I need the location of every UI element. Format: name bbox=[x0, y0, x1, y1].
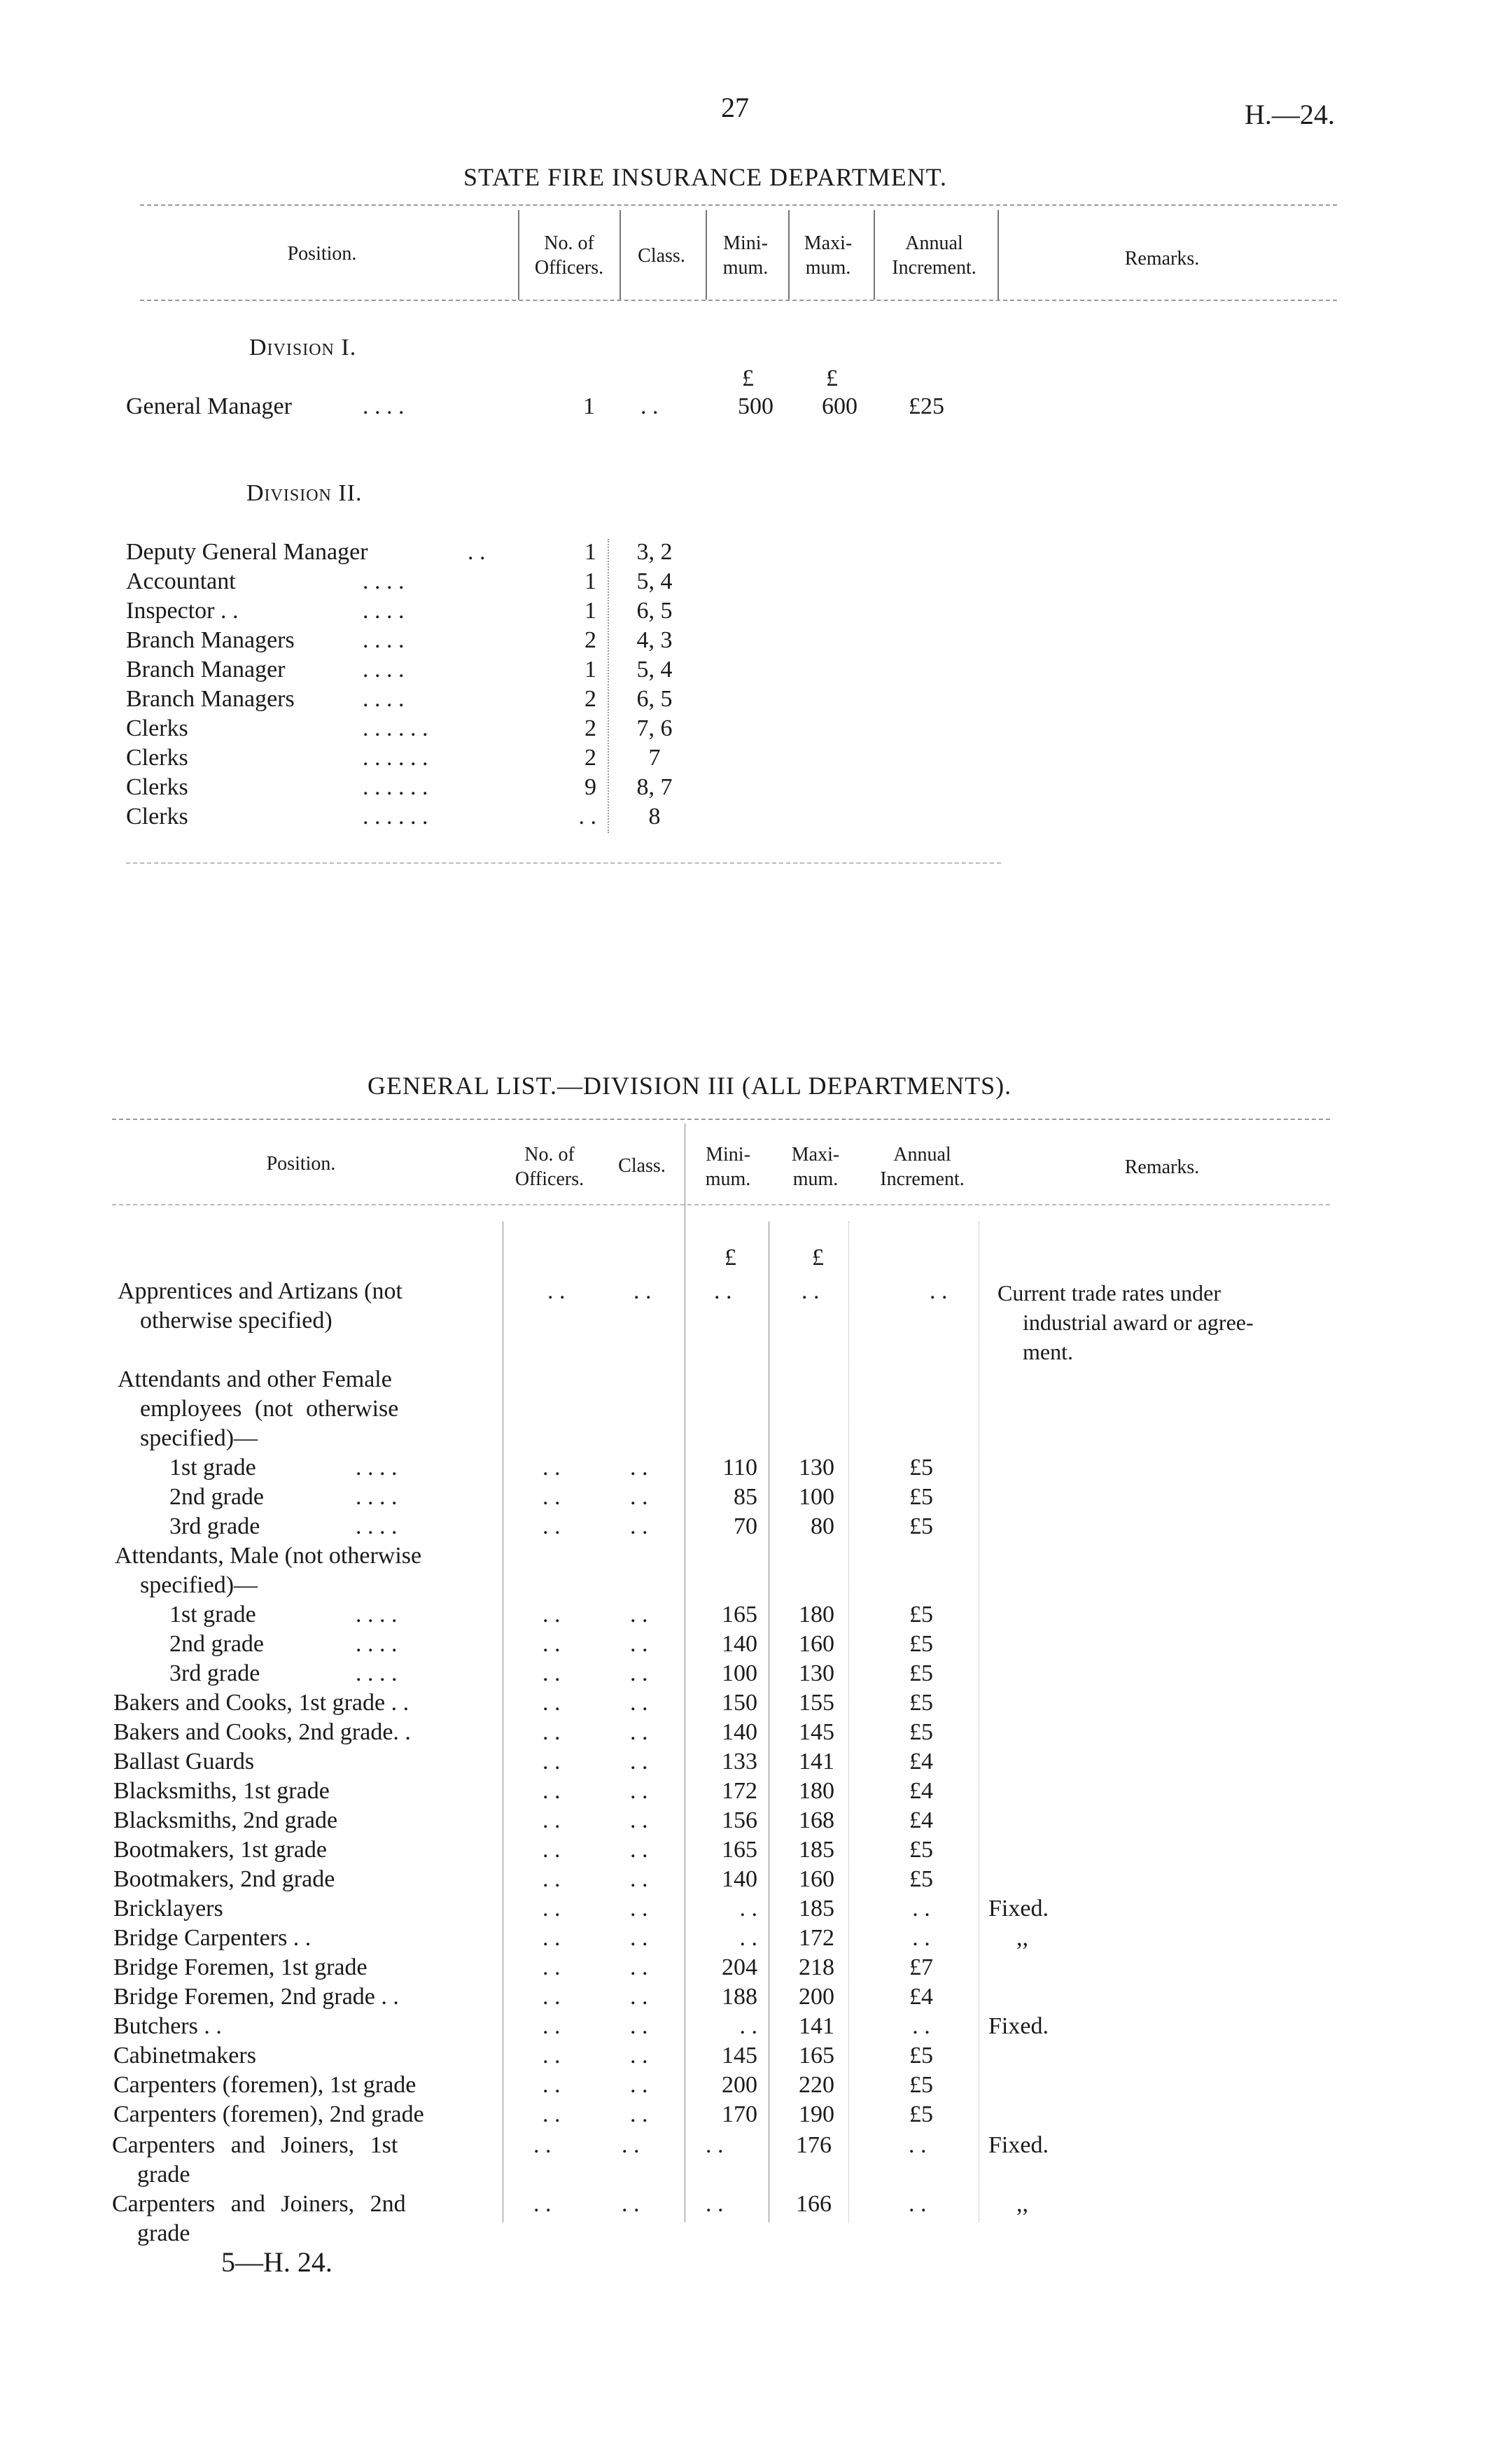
table-row bbox=[0, 1484, 1505, 1513]
maximum: 218 bbox=[799, 1954, 834, 1980]
leader-dots: . . . . bbox=[356, 1455, 398, 1480]
leader-dots: . . bbox=[468, 539, 486, 565]
position: 3rd grade bbox=[169, 1660, 260, 1686]
leader-dots: . . . . bbox=[363, 393, 405, 419]
minimum: 165 bbox=[722, 1837, 757, 1863]
officers: . . bbox=[542, 1866, 561, 1892]
table-row bbox=[0, 1866, 1505, 1896]
table-row bbox=[0, 745, 1505, 774]
officers: . . bbox=[533, 2132, 552, 2158]
table-row bbox=[0, 1749, 1505, 1778]
increment: . . bbox=[912, 2013, 930, 2039]
maximum: 168 bbox=[799, 1807, 834, 1833]
officers: . . bbox=[542, 1749, 561, 1774]
maximum: 176 bbox=[796, 2132, 832, 2158]
maximum: 141 bbox=[799, 1749, 834, 1774]
leader-dots: . . . . . . bbox=[363, 774, 428, 800]
header-minimum: Mini- mum. bbox=[722, 232, 769, 279]
officers: 2 bbox=[584, 686, 596, 712]
leader-dots: . . . . bbox=[363, 657, 405, 682]
leader-dots: . . . . bbox=[356, 1602, 398, 1628]
minimum: . . bbox=[739, 2013, 757, 2039]
minimum: 140 bbox=[722, 1631, 757, 1657]
minimum: 165 bbox=[722, 1602, 757, 1628]
officers: 2 bbox=[584, 627, 596, 653]
table-row bbox=[0, 568, 1505, 598]
class: . . bbox=[630, 1484, 648, 1510]
officers: . . bbox=[542, 1925, 561, 1951]
officers: . . bbox=[542, 2013, 561, 2039]
officers: . . bbox=[542, 1778, 561, 1804]
increment: . . bbox=[930, 1278, 948, 1304]
officers: 1 bbox=[584, 539, 596, 565]
division-1-heading: Division I. bbox=[249, 335, 357, 360]
header-class: Class. bbox=[638, 245, 685, 267]
maximum: 160 bbox=[799, 1631, 834, 1657]
col-rule bbox=[620, 210, 621, 300]
officers: . . bbox=[542, 2101, 561, 2127]
minimum: 150 bbox=[722, 1690, 757, 1716]
col-rule bbox=[997, 210, 999, 300]
class: 7 bbox=[648, 745, 661, 771]
position: Bricklayers bbox=[113, 1896, 223, 1921]
position: Bakers and Cooks, 1st grade . . bbox=[113, 1690, 410, 1716]
minimum: 110 bbox=[722, 1455, 757, 1480]
position: Ballast Guards bbox=[113, 1749, 255, 1774]
increment: £5 bbox=[909, 1455, 933, 1480]
class: . . bbox=[630, 2072, 648, 2098]
class: 5, 4 bbox=[636, 568, 673, 594]
maximum: 200 bbox=[799, 1984, 834, 2010]
officers: . . bbox=[547, 1278, 566, 1304]
maximum: 185 bbox=[799, 1896, 834, 1921]
table-row bbox=[0, 804, 1505, 833]
header-increment: Annual Increment. bbox=[880, 1144, 965, 1190]
minimum: 85 bbox=[734, 1484, 757, 1510]
minimum: 70 bbox=[734, 1513, 757, 1539]
position: Bootmakers, 1st grade bbox=[113, 1837, 327, 1863]
officers: . . bbox=[542, 2072, 561, 2098]
officers: . . bbox=[542, 1984, 561, 2010]
officers: . . bbox=[578, 804, 596, 830]
position: Clerks bbox=[126, 745, 188, 771]
position: Apprentices and Artizans (not bbox=[118, 1278, 402, 1304]
class: . . bbox=[630, 1513, 648, 1539]
position: Bakers and Cooks, 2nd grade. . bbox=[113, 1719, 411, 1745]
increment: £25 bbox=[909, 393, 944, 419]
table-row bbox=[0, 2072, 1505, 2101]
maximum: 165 bbox=[799, 2043, 834, 2068]
table-row bbox=[0, 1896, 1505, 1925]
increment: £5 bbox=[909, 1513, 933, 1539]
minimum: 172 bbox=[722, 1778, 757, 1804]
table-row bbox=[0, 1602, 1505, 1631]
increment: £5 bbox=[909, 1660, 933, 1686]
maximum: 155 bbox=[799, 1690, 834, 1716]
maximum: 145 bbox=[799, 1719, 834, 1745]
officers: . . bbox=[542, 1660, 561, 1686]
class: . . bbox=[630, 1807, 648, 1833]
currency-max: £ bbox=[826, 365, 838, 391]
position: Deputy General Manager bbox=[126, 539, 368, 565]
remark: Fixed. bbox=[988, 1896, 1049, 1921]
class: 4, 3 bbox=[636, 627, 673, 653]
class: . . bbox=[630, 1631, 648, 1657]
increment: £5 bbox=[909, 1484, 933, 1510]
leader-dots: . . . . bbox=[356, 1660, 398, 1686]
currency-min: £ bbox=[742, 365, 754, 391]
increment: £5 bbox=[909, 2043, 933, 2068]
increment: . . bbox=[912, 1896, 930, 1921]
class: . . bbox=[630, 1837, 648, 1863]
position: Branch Manager bbox=[126, 657, 286, 682]
officers: . . bbox=[542, 1602, 561, 1628]
increment: £5 bbox=[909, 1631, 933, 1657]
header-maximum: Maxi- mum. bbox=[804, 232, 853, 279]
table-row bbox=[0, 1954, 1505, 1984]
rule-header-bottom bbox=[112, 1204, 1330, 1205]
col-rule bbox=[874, 210, 875, 300]
class: 8 bbox=[648, 804, 661, 830]
position: General Manager bbox=[126, 393, 292, 419]
position: Bridge Foremen, 2nd grade . . bbox=[113, 1984, 399, 2010]
maximum: 141 bbox=[799, 2013, 834, 2039]
officers: . . bbox=[542, 1455, 561, 1480]
table-row bbox=[0, 1631, 1505, 1660]
maximum: 180 bbox=[799, 1778, 834, 1804]
maximum: 220 bbox=[799, 2072, 834, 2098]
minimum: 170 bbox=[722, 2101, 757, 2127]
remark: Fixed. bbox=[988, 2132, 1049, 2158]
minimum: . . bbox=[706, 2191, 724, 2217]
maximum: . . bbox=[802, 1278, 820, 1304]
position: Blacksmiths, 1st grade bbox=[113, 1778, 330, 1804]
maximum: 80 bbox=[811, 1513, 834, 1539]
class: . . bbox=[630, 1602, 648, 1628]
increment: £5 bbox=[909, 1866, 933, 1892]
position: Cabinetmakers bbox=[113, 2043, 256, 2068]
table-row bbox=[0, 1807, 1505, 1837]
class: . . bbox=[630, 1719, 648, 1745]
maximum: 166 bbox=[796, 2191, 832, 2217]
table-row bbox=[0, 1690, 1505, 1719]
class: . . bbox=[630, 2043, 648, 2068]
officers: 2 bbox=[584, 745, 596, 771]
table-row bbox=[0, 686, 1505, 715]
maximum: 130 bbox=[799, 1660, 834, 1686]
footer-code: 5—H. 24. bbox=[221, 2246, 332, 2278]
minimum: 100 bbox=[722, 1660, 757, 1686]
position: Clerks bbox=[126, 774, 188, 800]
table-row bbox=[0, 627, 1505, 657]
currency-row bbox=[0, 1245, 1505, 1274]
table-row bbox=[0, 539, 1505, 568]
header-minimum: Mini- mum. bbox=[705, 1144, 751, 1190]
leader-dots: . . . . bbox=[356, 1484, 398, 1510]
header-remarks: Remarks. bbox=[1124, 1156, 1200, 1178]
officers: 9 bbox=[584, 774, 596, 800]
class: 3, 2 bbox=[636, 539, 673, 565]
leader-dots: . . . . . . bbox=[363, 804, 428, 830]
position: Carpenters (foremen), 1st grade bbox=[113, 2072, 416, 2098]
remark: ,, bbox=[1016, 2191, 1028, 2217]
increment: . . bbox=[909, 2191, 927, 2217]
minimum: 140 bbox=[722, 1866, 757, 1892]
maximum: 180 bbox=[799, 1602, 834, 1628]
position: Accountant bbox=[126, 568, 236, 594]
position: Branch Managers bbox=[126, 686, 295, 712]
table-row bbox=[0, 657, 1505, 686]
table-row bbox=[0, 1719, 1505, 1749]
class: . . bbox=[630, 1984, 648, 2010]
position: Blacksmiths, 2nd grade bbox=[113, 1807, 338, 1833]
rule-top bbox=[112, 1119, 1330, 1120]
header-position: Position. bbox=[266, 1153, 336, 1175]
minimum: 145 bbox=[722, 2043, 757, 2068]
header-remarks: Remarks. bbox=[1124, 248, 1200, 270]
officers: . . bbox=[542, 1954, 561, 1980]
class: . . bbox=[630, 1925, 648, 1951]
page-code: H.—24. bbox=[1245, 99, 1335, 130]
table-row bbox=[0, 1455, 1505, 1484]
table-row bbox=[0, 1837, 1505, 1866]
officers: . . bbox=[533, 2191, 552, 2217]
position: Bootmakers, 2nd grade bbox=[113, 1866, 335, 1892]
position: Clerks bbox=[126, 804, 188, 830]
table-row bbox=[0, 774, 1505, 804]
class: . . bbox=[630, 1866, 648, 1892]
leader-dots: . . . . bbox=[363, 627, 405, 653]
officers: . . bbox=[542, 2043, 561, 2068]
state-fire-title: STATE FIRE INSURANCE DEPARTMENT. bbox=[463, 163, 948, 191]
minimum: 200 bbox=[722, 2072, 757, 2098]
table-row bbox=[0, 598, 1505, 627]
leader-dots: . . . . bbox=[356, 1631, 398, 1657]
position: 1st grade bbox=[169, 1455, 256, 1480]
table-row bbox=[0, 2043, 1505, 2072]
class: . . bbox=[630, 2101, 648, 2127]
minimum: . . bbox=[706, 2132, 724, 2158]
officers: 1 bbox=[583, 393, 595, 419]
class: . . bbox=[630, 1455, 648, 1480]
minimum: . . bbox=[739, 1925, 757, 1951]
maximum: 160 bbox=[799, 1866, 834, 1892]
class: 5, 4 bbox=[636, 657, 673, 682]
header-no-officers: No. of Officers. bbox=[514, 1144, 584, 1190]
class: 8, 7 bbox=[636, 774, 673, 800]
leader-dots: . . . . bbox=[363, 686, 405, 712]
position-continued: otherwise specified) bbox=[140, 1308, 332, 1334]
position: 3rd grade bbox=[169, 1513, 260, 1539]
minimum: 204 bbox=[722, 1954, 757, 1980]
leader-dots: . . . . bbox=[356, 1513, 398, 1539]
class: . . bbox=[630, 1778, 648, 1804]
maximum: 130 bbox=[799, 1455, 834, 1480]
rule-bottom bbox=[126, 862, 1001, 864]
minimum: 140 bbox=[722, 1719, 757, 1745]
class: . . bbox=[630, 1660, 648, 1686]
minimum: . . bbox=[714, 1278, 732, 1304]
class: . . bbox=[622, 2132, 640, 2158]
remark: ,, bbox=[1016, 1925, 1028, 1951]
maximum: 190 bbox=[799, 2101, 834, 2127]
increment: £5 bbox=[909, 2101, 933, 2127]
class: . . bbox=[630, 1896, 648, 1921]
table-row bbox=[0, 1925, 1505, 1954]
remark: Current trade rates under industrial award or agree- ment. bbox=[997, 1280, 1254, 1364]
rule-header-bottom bbox=[140, 300, 1337, 301]
position: 2nd grade bbox=[169, 1631, 265, 1657]
increment: £5 bbox=[909, 1837, 933, 1863]
header-position: Position. bbox=[287, 243, 357, 265]
page-number: 27 bbox=[721, 92, 749, 123]
leader-dots: . . . . . . bbox=[363, 745, 428, 771]
currency-max: £ bbox=[812, 1245, 824, 1270]
increment: £4 bbox=[909, 1778, 933, 1804]
officers: . . bbox=[542, 1719, 561, 1745]
officers: 1 bbox=[584, 598, 596, 624]
officers: . . bbox=[542, 1807, 561, 1833]
officers: 1 bbox=[584, 568, 596, 594]
class: . . bbox=[622, 2191, 640, 2217]
position: Clerks bbox=[126, 715, 188, 741]
remark: Fixed. bbox=[988, 2013, 1049, 2039]
position: Bridge Carpenters . . bbox=[113, 1925, 312, 1951]
officers: . . bbox=[542, 1690, 561, 1716]
leader-dots: . . . . bbox=[363, 568, 405, 594]
maximum: 172 bbox=[799, 1925, 834, 1951]
position: 2nd grade bbox=[169, 1484, 265, 1510]
header-maximum: Maxi- mum. bbox=[791, 1144, 840, 1190]
maximum: 100 bbox=[799, 1484, 834, 1510]
position: Inspector . . bbox=[126, 598, 239, 624]
increment: £5 bbox=[909, 1602, 933, 1628]
minimum: 156 bbox=[722, 1807, 757, 1833]
increment: £5 bbox=[909, 1690, 933, 1716]
class: . . bbox=[630, 1954, 648, 1980]
col-rule bbox=[706, 210, 707, 300]
table-row bbox=[0, 2013, 1505, 2043]
minimum: . . bbox=[739, 1896, 757, 1921]
class: . . bbox=[634, 1278, 652, 1304]
increment: £5 bbox=[909, 1719, 933, 1745]
table-row bbox=[0, 1660, 1505, 1690]
increment: £5 bbox=[909, 2072, 933, 2098]
table-row bbox=[0, 1984, 1505, 2013]
position: Carpenters and Joiners, 1st bbox=[112, 2132, 398, 2158]
increment: £7 bbox=[909, 1954, 933, 1980]
minimum: 500 bbox=[738, 393, 774, 419]
increment: . . bbox=[909, 2132, 927, 2158]
leader-dots: . . . . . . bbox=[363, 715, 428, 741]
officers: . . bbox=[542, 1484, 561, 1510]
position: Bridge Foremen, 1st grade bbox=[113, 1954, 368, 1980]
officers: . . bbox=[542, 1513, 561, 1539]
leader-dots: . . . . bbox=[363, 598, 405, 624]
currency-min: £ bbox=[724, 1245, 736, 1270]
position: Carpenters (foremen), 2nd grade bbox=[113, 2101, 424, 2127]
header-no-officers: No. of Officers. bbox=[534, 232, 604, 279]
class: . . bbox=[640, 393, 659, 419]
officers: . . bbox=[542, 1896, 561, 1921]
col-rule bbox=[608, 539, 609, 833]
officers: 2 bbox=[584, 715, 596, 741]
header-class: Class. bbox=[618, 1155, 666, 1177]
maximum: 185 bbox=[799, 1837, 834, 1863]
officers: . . bbox=[542, 1837, 561, 1863]
table-row bbox=[0, 393, 1505, 423]
col-rule bbox=[788, 210, 790, 300]
class: 6, 5 bbox=[636, 686, 673, 712]
currency-row bbox=[0, 365, 1505, 395]
officers: . . bbox=[542, 1631, 561, 1657]
col-rule bbox=[518, 210, 519, 300]
table-row bbox=[0, 2101, 1505, 2131]
class: . . bbox=[630, 1749, 648, 1774]
increment: £4 bbox=[909, 1807, 933, 1833]
increment: £4 bbox=[909, 1749, 933, 1774]
increment: . . bbox=[912, 1925, 930, 1951]
position: Butchers . . bbox=[113, 2013, 222, 2039]
position: 1st grade bbox=[169, 1602, 256, 1628]
position: Branch Managers bbox=[126, 627, 295, 653]
class: 7, 6 bbox=[636, 715, 673, 741]
table-row bbox=[0, 1513, 1505, 1543]
officers: 1 bbox=[584, 657, 596, 682]
header-increment: Annual Increment. bbox=[892, 232, 976, 279]
general-list-title: GENERAL LIST.—DIVISION III (ALL DEPARTMENTS). bbox=[368, 1072, 1012, 1100]
class: . . bbox=[630, 2013, 648, 2039]
maximum: 600 bbox=[822, 393, 858, 419]
position: Carpenters and Joiners, 2nd bbox=[112, 2191, 406, 2217]
rule-top bbox=[140, 204, 1337, 206]
table-row bbox=[0, 1778, 1505, 1807]
minimum: 188 bbox=[722, 1984, 757, 2010]
increment: £4 bbox=[909, 1984, 933, 2010]
table-row bbox=[0, 715, 1505, 745]
class: . . bbox=[630, 1690, 648, 1716]
minimum: 133 bbox=[722, 1749, 757, 1774]
class: 6, 5 bbox=[636, 598, 673, 624]
division-2-heading: Division II. bbox=[246, 480, 363, 506]
